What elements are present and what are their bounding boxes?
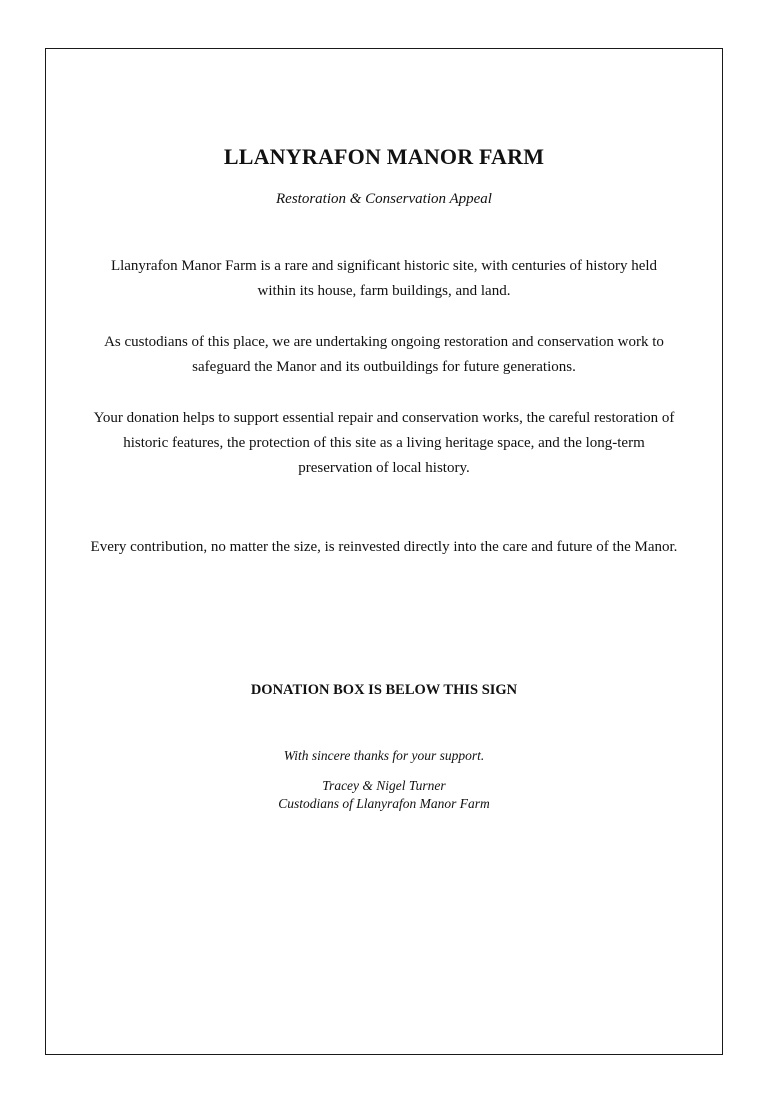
paragraph-contribution: Every contribution, no matter the size, is reinvested directly into the care and future of the Manor. — [90, 539, 678, 555]
paragraph-custodians: As custodians of this place, we are undertaking ongoing restoration and conservation work to safeguard the Manor and its outbuildings for future generations. — [104, 334, 664, 375]
signatory-names: Tracey & Nigel Turner — [322, 778, 446, 793]
thanks-line: With sincere thanks for your support. — [283, 748, 485, 763]
paragraph-history: Llanyrafon Manor Farm is a rare and significant historic site, with centuries of history held within its house, farm buildings, and land. — [110, 258, 658, 299]
donation-box-notice: DONATION BOX IS BELOW THIS SIGN — [250, 682, 518, 698]
sign-title: LLANYRAFON MANOR FARM — [223, 144, 545, 169]
signatory-role: Custodians of Llanyrafon Manor Farm — [278, 796, 490, 811]
paragraph-donation-use: Your donation helps to support essential repair and conservation works, the careful restoration of historic features, the protection of this site as a living heritage space, and the long-term preservation of local history. — [93, 410, 675, 476]
sign-subtitle: Restoration & Conservation Appeal — [276, 191, 492, 207]
